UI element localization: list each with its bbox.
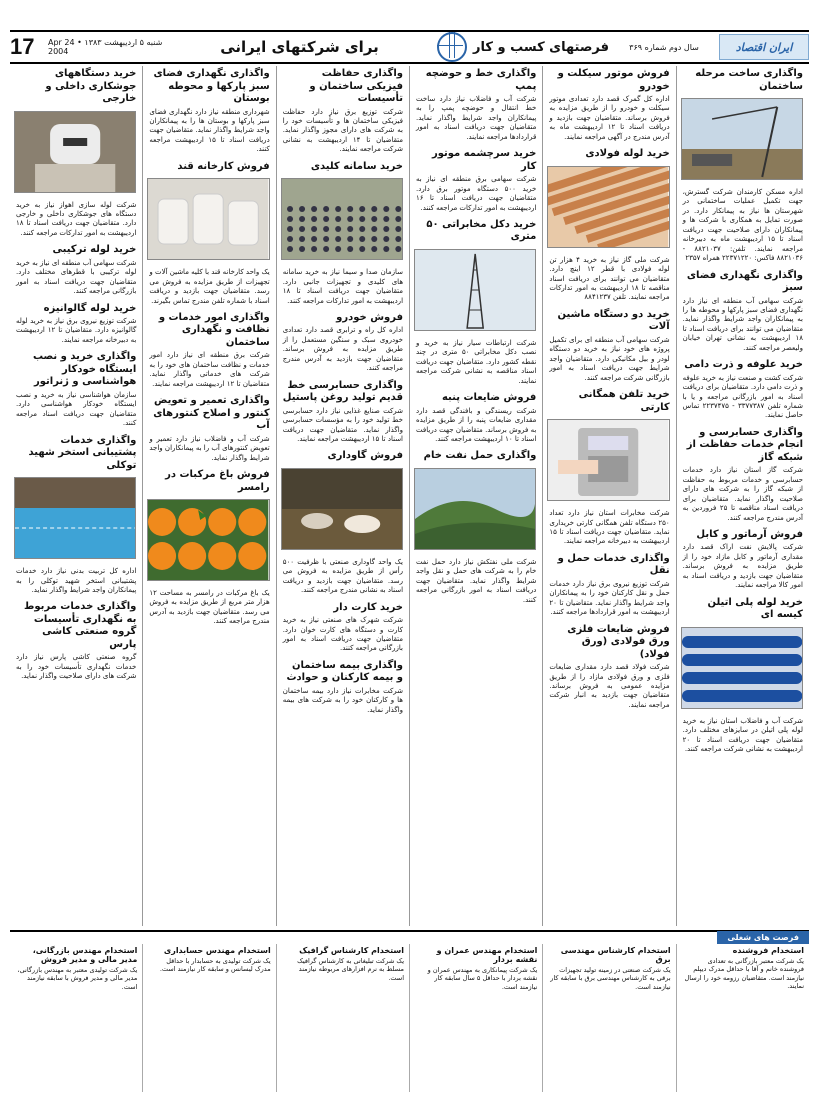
article-text: شرکت سهامی آب منطقه ای برای تکمیل پروژه های خود نیاز به خرید دو دستگاه لودر و بیل مکانیکی دارد. متقاضیان واجد شرایط جهت دریافت اسناد به امور بازرگانی شرکت مراجعه کنند. bbox=[549, 335, 670, 382]
article-item bbox=[549, 624, 669, 711]
article-text: شرکت گاز استان نیاز دارد خدمات حسابرسی و خدمات مربوط به حفاظت از شبکه گاز را به شرکت های دارای صلاحیت واگذار نماید. متقاضیان برای دریافت اسناد مناقصه تا ۲۵ فروردین به آدرس مندرج مراجعه کنند. bbox=[682, 466, 803, 522]
column-6 bbox=[10, 66, 142, 926]
article-item bbox=[683, 427, 803, 523]
cattle-barn-photo bbox=[283, 465, 403, 558]
welder-photo bbox=[16, 108, 136, 201]
article-item bbox=[149, 161, 269, 306]
article-text: شرکت ریسندگی و بافندگی قصد دارد مقداری ضایعات پنبه را از طریق مزایده به فروش برساند. متقاضیان جهت دریافت اسناد تا ۱۰ اردیبهشت مراجعه کنند. bbox=[416, 406, 537, 443]
classified-ad bbox=[542, 944, 675, 1092]
article-title: واگذاری نگهداری فضای سبز پارکها و محوطه بوستان bbox=[153, 68, 270, 104]
article-title: خرید دکل مخابراتی ۵۰ متری bbox=[426, 218, 537, 243]
article-text: شرکت صنایع غذایی نیاز دارد حسابرسی خط تولید خود را به مؤسسات حسابرسی واگذار نماید. متقاضیان جهت دریافت اسناد تا ۱۵ اردیبهشت مراجعه نمایند. bbox=[282, 406, 404, 443]
article-title: واگذاری خدمات پشتیبانی استخر شهید توکلی bbox=[28, 434, 137, 471]
classifieds-section bbox=[10, 930, 809, 1092]
article-text: یک واحد گاوداری صنعتی با ظرفیت ۵۰۰ رأس از طریق مزایده به فروش می رسد. متقاضیان جهت بازدید و دریافت اسناد به نشانی مندرج مراجعه کنند. bbox=[282, 557, 404, 595]
copper-pipes-photo bbox=[549, 163, 669, 256]
conference-hall-photo bbox=[283, 175, 403, 268]
article-title: خرید لوله پلی اتیلن کیسه ای bbox=[707, 596, 803, 621]
article-item bbox=[683, 597, 803, 755]
article-title: خرید تلفن همگانی کارتی bbox=[578, 389, 670, 413]
article-text: اداره کل راه و ترابری قصد دارد تعدادی خودروی سبک و سنگین مستعمل را از طریق مزایده به فروش برساند. متقاضیان جهت بازدید به آدرس مندرج مراجعه کنند. bbox=[282, 326, 404, 373]
article-title: خرید کارت دار bbox=[333, 601, 404, 613]
article-title: واگذاری ساخت مرحله ساختمان bbox=[695, 68, 803, 92]
classified-ad bbox=[276, 944, 409, 1092]
article-text: شرکت سهامی آب منطقه ای نیاز به خرید لوله ترکیبی با قطرهای مختلف دارد. متقاضیان جهت دریافت اسناد به امور بازرگانی مراجعه کنند. bbox=[16, 258, 137, 296]
column-5 bbox=[142, 66, 275, 926]
article-text: شرکت آب و فاضلاب استان نیاز به خرید لوله پلی اتیلن در سایزهای مختلف دارد. متقاضیان جهت دریافت اسناد تا ۲۰ اردیبهشت به نشانی شرکت مراجعه کنند. bbox=[682, 716, 803, 753]
classifieds-tag: فرصت های شغلی bbox=[717, 931, 809, 944]
classified-ad bbox=[10, 944, 142, 1092]
article-title: فروش گاوداری bbox=[327, 450, 404, 462]
classified-text: یک شرکت تبلیغاتی به کارشناس گرافیک مسلط به نرم افزارهای مربوطه نیازمند است. bbox=[297, 957, 405, 982]
article-title: واگذاری حسابرسی و انجام خدمات حفاظت از شبکه گاز bbox=[686, 426, 803, 463]
article-title: واگذاری خدمات حمل و نقل bbox=[557, 552, 670, 577]
article-item bbox=[149, 469, 269, 627]
classified-text: یک شرکت معتبر بازرگانی به تعدادی فروشنده خانم و آقا با حداقل مدرک دیپلم نیازمند است. متقاضیان رزومه خود را ارسال نمایند. bbox=[684, 957, 804, 991]
tower-photo bbox=[416, 246, 536, 339]
article-text: شرکت ملی گاز نیاز به خرید ۴ هزار تن لوله فولادی با قطر ۱۲ اینچ دارد. متقاضیان می توانند برای دریافت اسناد مناقصه تا ۱۸ اردیبهشت به امور تدارکات مراجعه نمایند. تلفن ۸۸۴۱۲۳۷ bbox=[549, 255, 670, 302]
article-item bbox=[149, 395, 269, 463]
blue-pipes-photo bbox=[683, 624, 803, 717]
article-title: واگذاری خدمات مربوط به نگهداری تأسیسات گروه صنعتی کاشی پارس bbox=[24, 601, 137, 650]
article-title: فروش آرماتور و کابل bbox=[696, 528, 803, 540]
classified-ad bbox=[409, 944, 542, 1092]
card-phone-photo bbox=[549, 416, 669, 509]
article-text: شرکت مخابرات نیاز دارد بیمه ساختمان ها و کارکنان خود را به شرکت های بیمه واگذار نماید. bbox=[282, 686, 404, 714]
pool-photo bbox=[16, 474, 136, 567]
article-text: شرکت فولاد قصد دارد مقداری ضایعات فلزی و ورق فولادی مازاد را از طریق مزایده عمومی به فروش برساند. متقاضیان جهت بازدید به انبار شرکت مراجعه نمایند. bbox=[549, 663, 670, 709]
article-text: شرکت ارتباطات سیار نیاز به خرید و نصب دکل مخابراتی ۵۰ متری در چند نقطه کشور دارد. متقاضیان جهت دریافت اسناد مناقصه به نشانی شرکت مراجعه نمایند. bbox=[416, 338, 537, 385]
article-item bbox=[283, 450, 403, 595]
section-title bbox=[168, 38, 431, 56]
article-title: خرید سامانه کلیدی bbox=[310, 160, 404, 172]
article-item bbox=[416, 450, 536, 605]
article-item bbox=[16, 351, 136, 428]
article-text: اداره کل تربیت بدنی نیاز دارد خدمات پشتیبانی استخر شهید توکلی را به پیمانکاران واجد شرایط واگذار نماید. bbox=[16, 567, 137, 594]
article-item bbox=[16, 601, 136, 681]
article-item bbox=[683, 359, 803, 421]
classified-title: استخدام مهندس حسابداری bbox=[163, 946, 271, 955]
newspaper-logo: ایران اقتصاد bbox=[719, 34, 809, 60]
article-title: خرید لوله گالوانیزه bbox=[43, 302, 137, 314]
article-item bbox=[16, 435, 136, 596]
article-text: اداره کل گمرک قصد دارد تعدادی موتور سیکلت و خودرو را از طریق مزایده به فروش برساند. متقاضیان جهت بازدید و دریافت اسناد تا ۱۲ اردیبهشت ماه به آدرس مندرج در آگهی مراجعه نمایند. bbox=[549, 95, 670, 141]
article-item bbox=[149, 312, 269, 389]
article-title: فروش ضایعات پنبه bbox=[441, 392, 537, 404]
article-item bbox=[16, 303, 136, 346]
article-text: سازمان هواشناسی نیاز به خرید و نصب ایستگاه خودکار هواشناسی دارد. متقاضیان جهت دریافت اسناد مراجعه کنند. bbox=[16, 390, 137, 428]
article-text: شرکت آب و فاضلاب نیاز دارد ساخت خط انتقال و حوضچه پمپ را به پیمانکاران واجد شرایط واگذار نماید. متقاضیان جهت دریافت اسناد به امور قراردادها مراجعه نمایند. bbox=[416, 95, 537, 141]
classified-text: یک شرکت صنعتی در زمینه تولید تجهیزات برقی به کارشناس مهندسی برق با سابقه کار نیازمند است. bbox=[550, 966, 671, 991]
article-item bbox=[283, 380, 403, 445]
sugar-sacks-photo bbox=[149, 175, 269, 268]
article-text: شرکت پالایش نفت اراک قصد دارد مقداری آرماتور و کابل مازاد خود را از طریق مزایده به فروش برساند. متقاضیان جهت بازدید و دریافت اسناد به امور کالا مراجعه نمایند. bbox=[682, 543, 803, 590]
article-item bbox=[416, 392, 536, 444]
article-columns bbox=[10, 66, 809, 926]
column-3 bbox=[409, 66, 542, 926]
page-number: 17 bbox=[10, 34, 35, 59]
classified-title: استخدام کارشناس گرافیک bbox=[299, 946, 405, 955]
article-item bbox=[549, 309, 669, 383]
article-text: شرکت سهامی برق منطقه ای نیاز به خرید ۵۰۰ دستگاه موتور برق دارد. متقاضیان جهت دریافت اسناد تا ۱۶ اردیبهشت به امور تدارکات مراجعه کنند. bbox=[416, 175, 537, 212]
article-text: شرکت توزیع نیروی برق نیاز به خرید لوله گالوانیزه دارد. متقاضیان تا ۱۲ اردیبهشت به دبیرخانه مراجعه نمایند. bbox=[16, 317, 137, 344]
article-item bbox=[283, 161, 403, 306]
issue-date: شنبه ۵ اردیبهشت ۱۳۸۳ • 24 Apr 2004 bbox=[48, 38, 163, 56]
article-text: گروه صنعتی کاشی پارس نیاز دارد خدمات نگهداری تأسیسات خود را به شرکت های دارای صلاحیت واگذار نماید. bbox=[16, 653, 137, 681]
article-item bbox=[16, 68, 136, 238]
column-1 bbox=[676, 66, 809, 926]
article-item bbox=[416, 68, 536, 142]
article-title: واگذاری خرید و نصب ایستگاه خودکار هواشناسی و ژنراتور bbox=[32, 351, 137, 388]
classified-title: استخدام کارشناس مهندسی برق bbox=[560, 946, 671, 964]
article-title: واگذاری بیمه ساختمان و بیمه کارکنان و حوادث bbox=[286, 659, 404, 684]
article-title: خرید سرچشمه موتور کار bbox=[431, 148, 537, 172]
classified-ad bbox=[142, 944, 275, 1092]
article-item bbox=[683, 529, 803, 591]
article-title: فروش ضایعات فلزی ورق فولادی (ورق فولاد) bbox=[567, 623, 670, 660]
article-item bbox=[683, 270, 803, 354]
section-subtitle: برای شرکتهای ایرانی bbox=[220, 38, 379, 56]
article-text: شرکت لوله سازی اهواز نیاز به خرید دستگاه های جوشکاری داخلی و خارجی دارد. متقاضیان جهت دریافت اسناد تا ۱۸ اردیبهشت به امور تدارکات مراجعه کنند. bbox=[16, 200, 137, 237]
article-text: شرکت مخابرات استان نیاز دارد تعداد ۲۵۰ دستگاه تلفن همگانی کارتی خریداری نماید. متقاضیان جهت دریافت اسناد تا ۱۵ اردیبهشت به دبیرخانه مراجعه نمایند. bbox=[549, 509, 670, 546]
article-item bbox=[549, 148, 669, 303]
classified-text: یک شرکت تولیدی به حسابدار با حداقل مدرک لیسانس و سابقه کار نیازمند است. bbox=[159, 957, 271, 974]
classified-ad bbox=[676, 944, 809, 1092]
article-text: یک باغ مرکبات در رامسر به مساحت ۱۲ هزار متر مربع از طریق مزایده به فروش می رسد. متقاضیان جهت بازدید به آدرس مندرج مراجعه کنند. bbox=[149, 589, 270, 626]
classified-text: یک شرکت پیمانکاری به مهندس عمران و نقشه بردار با حداقل ۵ سال سابقه کار نیازمند است. bbox=[427, 966, 538, 991]
classified-title: استخدام مهندس عمران و نقشه بردار bbox=[436, 946, 538, 964]
article-text: اداره مسکن کارمندان شرکت گسترش، جهت تکمیل عملیات ساختمانی در شهرستان ها نیاز به پیمانکار دارد. در صورت تمایل به همکاری با شرکت ها و پیمانکاران دارای صلاحیت جهت دریافت اسناد تا ۱۵ اردیبهشت ماه به دبیرخانه مراجعه نمایند. تلفن: ۸۸۲۱۰۳۷ - ۸۸۲۱۰۳۶ فاکس: ۲۲۳۷۱۲۲۰ همراه ۲۳۵۷ bbox=[682, 188, 803, 263]
article-text: شرکت توزیع نیروی برق نیاز دارد خدمات حمل و نقل کارکنان خود را به پیمانکاران واجد شرایط واگذار نماید. متقاضیان تا ۲۰ اردیبهشت به امور قراردادها مراجعه کنند. bbox=[549, 579, 670, 617]
article-title: خرید دستگاههای جوشکاری داخلی و خارجی bbox=[45, 68, 137, 104]
article-item bbox=[283, 660, 403, 715]
article-title: واگذاری تعمیر و تعویض کنتور و اصلاح کنتورهای آب bbox=[153, 395, 270, 432]
article-item bbox=[283, 312, 403, 374]
article-item bbox=[549, 389, 669, 547]
classified-text: یک شرکت تولیدی معتبر به مهندس بازرگانی، مدیر مالی و مدیر فروش با سابقه نیازمند است. bbox=[17, 966, 138, 991]
article-title: خرید دو دستگاه ماشین آلات bbox=[557, 308, 670, 333]
article-title: فروش باغ مرکبات در رامسر bbox=[165, 469, 270, 493]
classified-title: استخدام مهندس بازرگانی، مدیر مالی و مدیر فروش bbox=[32, 946, 138, 964]
article-item bbox=[149, 68, 269, 155]
article-text: شرکت توزیع برق نیاز دارد حفاظت فیزیکی ساختمان ها و تأسیسات خود را به شرکت های دارای مجوز واگذار نماید. متقاضیان تا ۱۴ اردیبهشت به نشانی شرکت مراجعه نمایند. bbox=[282, 107, 404, 154]
article-text: شرکت سهامی آب منطقه ای نیاز دارد نگهداری فضای سبز پارکها و محوطه ها را به پیمانکاران واجد شرایط واگذار نماید. متقاضیان می توانند برای دریافت اسناد تا ۱۸ اردیبهشت به نشانی تهران خیابان ولیعصر مراجعه کنند. bbox=[682, 296, 803, 352]
article-text: شرکت ملی نفتکش نیاز دارد حمل نفت خام را به شرکت های حمل و نقل واجد شرایط واگذار نماید. متقاضیان جهت دریافت اسناد به امور بازرگانی مراجعه کنند. bbox=[416, 557, 537, 604]
article-item bbox=[549, 553, 669, 618]
article-item bbox=[416, 219, 536, 386]
masthead bbox=[10, 30, 809, 64]
article-title: فروش خودرو bbox=[336, 311, 404, 323]
article-item bbox=[16, 244, 136, 296]
issue-number: سال دوم شماره ۳۶۹ bbox=[629, 42, 699, 52]
green-hills-photo bbox=[416, 465, 536, 558]
column-4 bbox=[276, 66, 409, 926]
article-text: شرکت برق منطقه ای نیاز دارد امور خدمات و نظافت ساختمان های خود را به شرکت های خدماتی واگذار نماید. متقاضیان تا ۱۲ اردیبهشت مراجعه نمایند. bbox=[149, 351, 270, 388]
article-text: سازمان صدا و سیما نیاز به خرید سامانه های کلیدی و تجهیزات جانبی دارد. متقاضیان جهت دریافت اسناد تا ۱۸ اردیبهشت به امور تدارکات مراجعه کنند. bbox=[282, 268, 404, 305]
article-title: فروش کارخانه قند bbox=[177, 160, 270, 172]
article-title: فروش موتور سیکلت و خودرو bbox=[557, 68, 670, 92]
article-title: خرید علوفه و ذرت دامی bbox=[684, 359, 803, 371]
article-item bbox=[416, 148, 536, 213]
column-2 bbox=[542, 66, 675, 926]
article-item bbox=[549, 68, 669, 142]
crane-construction-photo bbox=[683, 95, 803, 188]
article-text: یک واحد کارخانه قند با کلیه ماشین آلات و تجهیزات از طریق مزایده به فروش می رسد. متقاضیان جهت بازدید و دریافت اسناد با شماره تلفن مندرج تماس بگیرند. bbox=[149, 268, 270, 305]
article-text: شرکت شهرک های صنعتی نیاز به خرید کارت و دستگاه های کارت خوان دارد. متقاضیان جهت دریافت اسناد به امور بازرگانی مراجعه کنند. bbox=[282, 616, 404, 653]
section-heading: فرصتهای کسب و کار bbox=[473, 39, 609, 55]
oranges-photo bbox=[149, 496, 269, 589]
article-text: شرکت آب و فاضلاب نیاز دارد تعمیر و تعویض کنتورهای آب را به پیمانکاران واجد شرایط واگذار نماید. bbox=[149, 434, 270, 462]
article-title: واگذاری خط و حوضچه پمپ bbox=[425, 68, 537, 92]
article-title: واگذاری نگهداری فضای سبز bbox=[686, 269, 803, 293]
classified-title: استخدام فروشنده bbox=[732, 946, 804, 955]
article-title: واگذاری حمل نفت خام bbox=[423, 450, 537, 462]
classifieds-grid bbox=[10, 944, 809, 1092]
article-title: واگذاری حفاظت فیزیکی ساختمان و تأسیسات bbox=[309, 68, 404, 104]
article-item bbox=[283, 602, 403, 654]
globe-icon bbox=[437, 32, 467, 62]
article-item bbox=[683, 68, 803, 264]
article-title: خرید لوله ترکیبی bbox=[52, 244, 137, 256]
article-title: واگذاری حسابرسی خط قدیم تولید روغن پاستیل bbox=[282, 379, 404, 404]
article-text: شهرداری منطقه نیاز دارد نگهداری فضای سبز پارکها و بوستان ها را به پیمانکاران واجد شرایط واگذار نماید. متقاضیان جهت دریافت اسناد تا ۱۵ اردیبهشت مراجعه کنند. bbox=[149, 107, 270, 154]
article-title: خرید لوله فولادی bbox=[585, 148, 670, 160]
article-text: شرکت کشت و صنعت نیاز به خرید علوفه و ذرت دامی دارد. متقاضیان برای دریافت اسناد به امور بازرگانی مراجعه و یا با شماره تلفن ۳۳۷۷۳۸۷ - ۲۲۳۷۴۷۵ تماس حاصل نمایند. bbox=[682, 373, 803, 420]
article-item bbox=[283, 68, 403, 155]
article-title: واگذاری امور خدمات و نظافت و نگهداری ساختمان bbox=[158, 311, 270, 348]
